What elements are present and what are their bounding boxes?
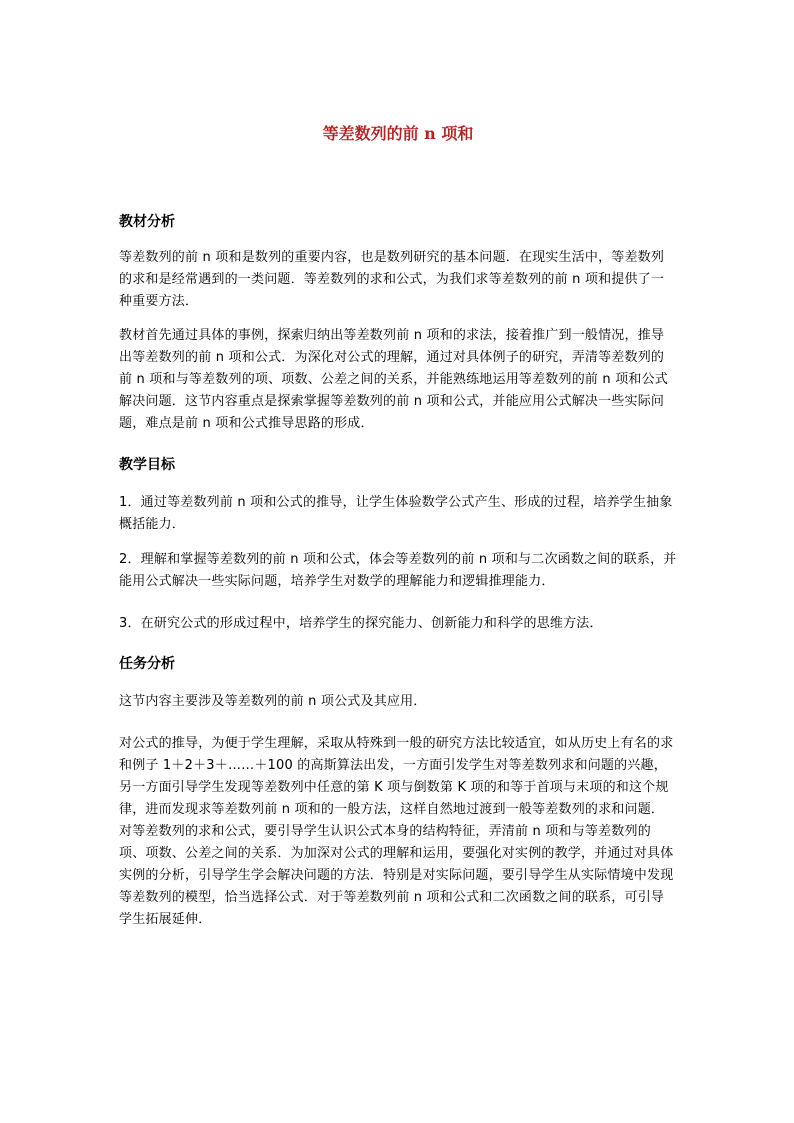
document-title: 等差数列的前 n 项和	[322, 124, 474, 143]
section-heading-teaching-objectives: 教学目标	[119, 457, 175, 473]
paragraph: 对公式的推导，为便于学生理解，采取从特殊到一般的研究方法比较适宜，如从历史上有名的求和例子 1＋2＋3＋……＋100 的高斯算法出发，一方面引发学生对等差数列求和问题的兴趣，另一方面引导学生发现等差数列中任意的第 K 项与倒数第 K 项的和等于首项与末项的和这个规律，进而发现求等差数列前 n 项和的一般方法，这样自然地过渡到一般等差数列的求和问题．对等差数列的求和公式，要引导学生认识公式本身的结构特征，弄清前 n 项和与等差数列的项、项数、公差之间的关系．为加深对公式的理解和运用，要强化对实例的教学，并通过对具体实例的分析，引导学生学会解决问题的方法．特别是对实际问题，要引导学生从实际情境中发现等差数列的模型，恰当选择公式．对于等差数列前 n 项和公式和二次函数之间的联系，可引导学生拓展延伸．	[119, 736, 674, 927]
list-item: 2．理解和掌握等差数列的前 n 项和公式，体会等差数列的前 n 项和与二次函数之间的联系，并能用公式解决一些实际问题，培养学生对数学的理解能力和逻辑推理能力．	[119, 552, 677, 589]
list-item: 3．在研究公式的形成过程中，培养学生的探究能力、创新能力和科学的思维方法．	[119, 616, 603, 631]
paragraph: 教材首先通过具体的事例，探索归纳出等差数列前 n 项和的求法，接着推广到一般情况，推导出等差数列的前 n 项和公式．为深化对公式的理解，通过对具体例子的研究，弄清等差数列的前 n 项和与等差数列的项、项数、公差之间的关系，并能熟练地运用等差数列的前 n 项和公式解决问题．这节内容重点是探索掌握等差数列的前 n 项和公式，并能应用公式解决一些实际问题，难点是前 n 项和公式推导思路的形成．	[119, 328, 669, 431]
list-item: 1．通过等差数列前 n 项和公式的推导，让学生体验数学公式产生、形成的过程，培养学生抽象概括能力．	[119, 495, 673, 532]
section-heading-task-analysis: 任务分析	[119, 656, 175, 672]
paragraph: 这节内容主要涉及等差数列的前 n 项公式及其应用．	[119, 694, 427, 709]
section-heading-textbook-analysis: 教材分析	[119, 214, 175, 230]
paragraph: 等差数列的前 n 项和是数列的重要内容，也是数列研究的基本问题．在现实生活中，等差数列的求和是经常遇到的一类问题．等差数列的求和公式，为我们求等差数列的前 n 项和提供了一种重要方法．	[119, 250, 665, 309]
